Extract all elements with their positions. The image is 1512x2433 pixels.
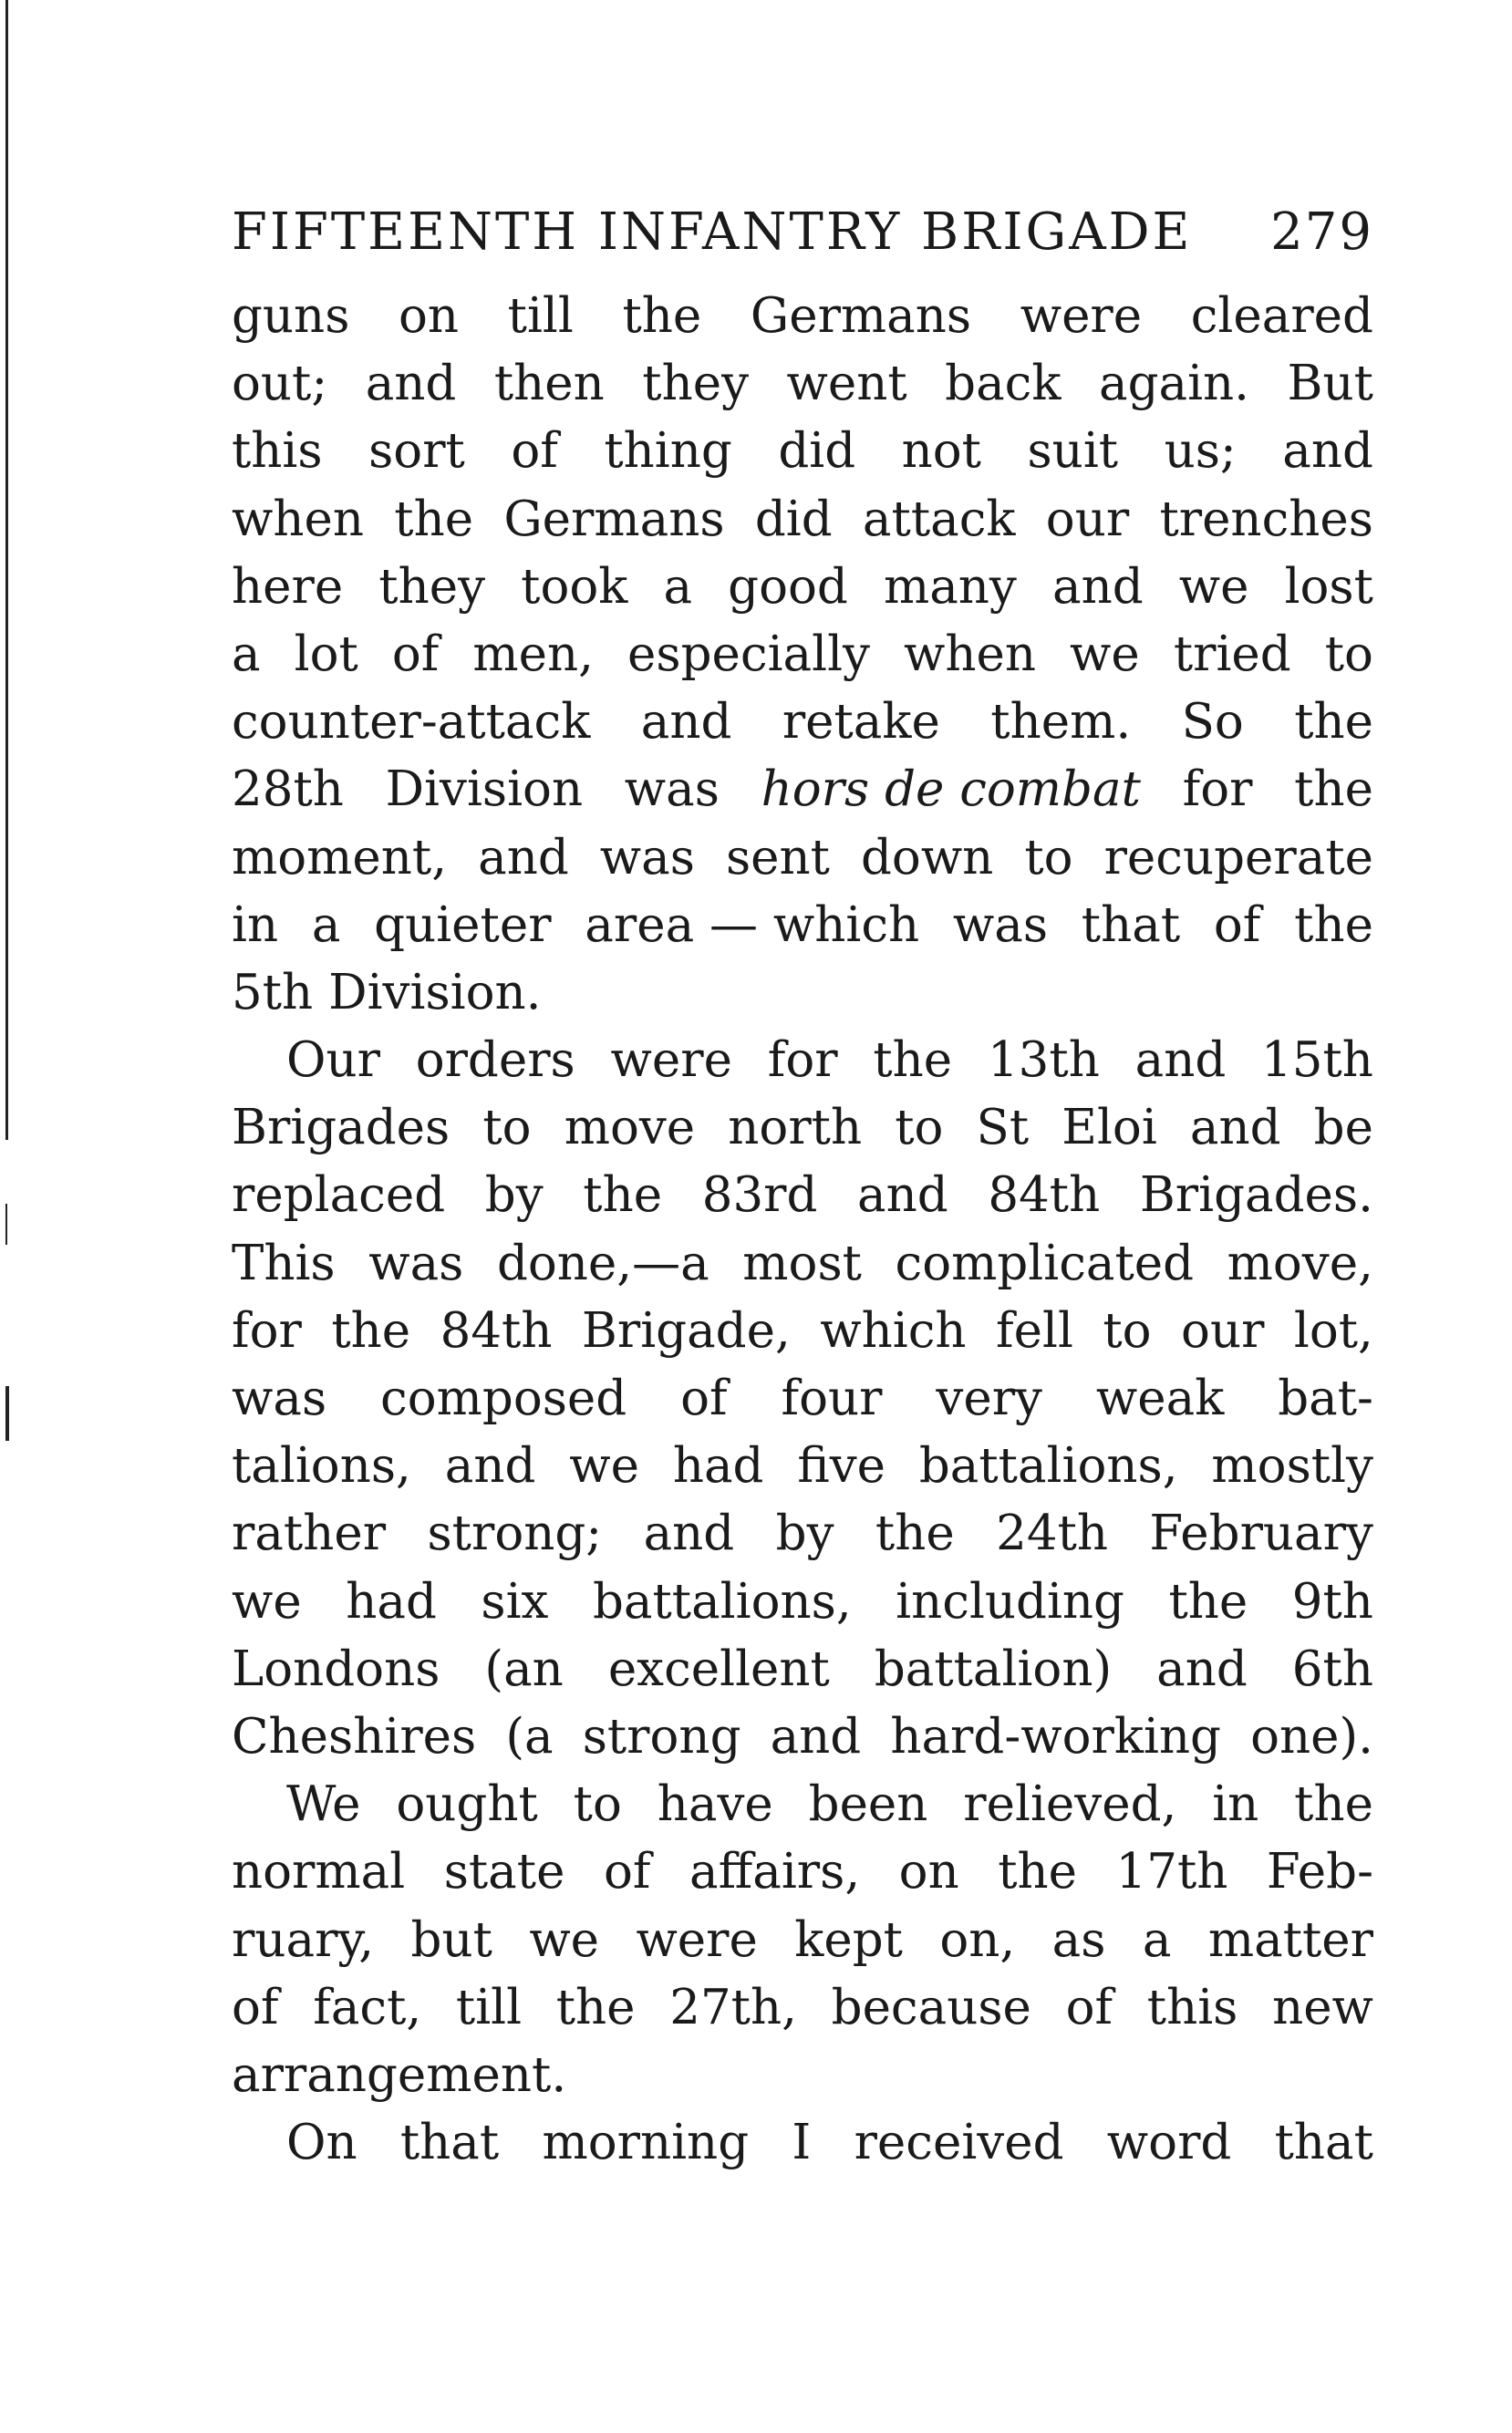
word: been <box>808 1776 928 1833</box>
word: us; <box>1164 423 1237 480</box>
word: tried <box>1173 626 1291 682</box>
word: a <box>1142 1911 1172 1968</box>
text-line <box>232 283 1373 350</box>
word: Brigades <box>232 1100 450 1156</box>
word: area — which <box>585 896 920 953</box>
word: in <box>232 896 279 953</box>
word: when <box>232 491 364 547</box>
word: not <box>901 423 981 480</box>
word: (a <box>505 1708 554 1765</box>
word: and <box>1156 1641 1248 1697</box>
text-line <box>232 1230 1373 1298</box>
word: to <box>573 1776 622 1833</box>
word: St <box>976 1100 1030 1156</box>
word: and <box>444 1438 536 1495</box>
word: Cheshires <box>232 1708 477 1765</box>
word: were <box>610 1032 732 1089</box>
word: Germans <box>750 288 972 344</box>
word: hard-working <box>890 1708 1221 1765</box>
word: the <box>555 1979 636 2035</box>
text-line <box>232 1907 1373 1974</box>
word: because <box>831 1979 1031 2035</box>
word: and <box>857 1167 948 1224</box>
word: we <box>232 1573 302 1630</box>
word: Germans <box>503 491 725 547</box>
word: we <box>529 1911 600 1968</box>
word: did <box>754 491 833 547</box>
body-text <box>232 283 1373 2177</box>
word: state <box>443 1844 565 1900</box>
word: the <box>331 1302 411 1359</box>
word: this <box>232 423 323 480</box>
word: and <box>365 356 457 412</box>
word: we <box>1178 558 1249 615</box>
word: the <box>1168 1573 1248 1630</box>
word: they <box>642 356 750 412</box>
word: quieter <box>374 896 552 953</box>
word: talions, <box>232 1438 411 1495</box>
word: a <box>663 558 693 615</box>
word: that <box>1274 2115 1373 2171</box>
text-line <box>232 1974 1373 2042</box>
word: 84th <box>988 1167 1101 1224</box>
word: battalions, <box>592 1573 852 1630</box>
word: affairs, <box>689 1844 861 1900</box>
word: did <box>778 423 856 480</box>
word: when <box>904 626 1037 682</box>
text-line <box>232 959 1373 1027</box>
word: and <box>1189 1100 1281 1156</box>
scan-edge-line <box>5 0 8 1140</box>
text-line <box>232 1298 1373 1365</box>
word: men, <box>472 626 595 682</box>
word: back <box>945 356 1062 412</box>
word: and <box>478 829 569 885</box>
word: that <box>399 2115 500 2171</box>
word: of <box>1065 1979 1113 2035</box>
scan-edge-mark <box>5 1386 9 1441</box>
word: morning <box>542 2115 750 2171</box>
word: one). <box>1250 1708 1373 1765</box>
word: had <box>346 1573 437 1630</box>
word: lost <box>1284 558 1373 615</box>
word: We <box>286 1776 361 1833</box>
word: were <box>636 1911 758 1968</box>
word: as <box>1051 1911 1106 1968</box>
word: including <box>896 1573 1124 1630</box>
word: sort <box>368 423 465 480</box>
word: rather <box>232 1506 387 1562</box>
word: kept <box>794 1911 903 1968</box>
text-line <box>232 1569 1373 1636</box>
word: 9th <box>1291 1573 1373 1630</box>
word: to <box>1103 1302 1152 1359</box>
word: of <box>603 1844 651 1900</box>
word: move, <box>1227 1235 1373 1291</box>
word: they <box>378 558 486 615</box>
word: especially <box>627 626 870 682</box>
word: them. <box>990 694 1132 751</box>
word: Brigade, <box>581 1302 791 1359</box>
text-line <box>232 2042 1373 2109</box>
word: normal <box>232 1844 406 1900</box>
text-line <box>232 688 1373 756</box>
word: was <box>232 1371 327 1426</box>
word: Division. <box>328 964 542 1020</box>
italic-phrase: hors de combat <box>761 761 1141 818</box>
word: 27th, <box>669 1979 797 2035</box>
word: strong; <box>427 1506 603 1562</box>
word: Division <box>385 761 584 818</box>
word: done,—a <box>496 1235 709 1291</box>
word: had <box>672 1438 764 1495</box>
word: strong <box>582 1708 741 1765</box>
word: be <box>1313 1100 1373 1156</box>
word: the <box>875 1506 955 1562</box>
word: weak <box>1095 1371 1225 1426</box>
word: of <box>391 626 440 682</box>
word: received <box>854 2115 1064 2171</box>
text-line <box>232 1838 1373 1906</box>
word: moment, <box>232 829 448 885</box>
running-head <box>232 182 1373 283</box>
word: and <box>643 1506 735 1562</box>
word: to <box>895 1100 944 1156</box>
word: (an <box>484 1641 564 1697</box>
text-line <box>232 824 1373 892</box>
text-line <box>232 1636 1373 1703</box>
word: which <box>820 1302 967 1359</box>
word: complicated <box>895 1235 1195 1291</box>
word: was <box>599 829 695 885</box>
text-line <box>232 1162 1373 1229</box>
word: guns <box>232 288 350 344</box>
word: but <box>410 1911 492 1968</box>
scan-edge-mark <box>5 1204 7 1245</box>
word: I <box>792 2115 812 2171</box>
word: move <box>564 1100 696 1156</box>
word: six <box>481 1573 549 1630</box>
word: Our <box>286 1032 380 1089</box>
word: most <box>742 1235 862 1291</box>
word: of <box>680 1371 728 1426</box>
word: were <box>1020 288 1143 344</box>
text-line <box>232 1703 1373 1771</box>
word: This <box>232 1235 336 1291</box>
word: for <box>767 1032 838 1089</box>
word: relieved, <box>963 1776 1177 1833</box>
word: on <box>898 1844 959 1900</box>
word: have <box>657 1776 773 1833</box>
word: and <box>1051 558 1144 615</box>
word: So <box>1181 694 1244 751</box>
word: attack <box>862 491 1016 547</box>
word: word <box>1106 2115 1232 2171</box>
text-line <box>232 892 1373 959</box>
word: 28th <box>232 761 344 818</box>
word: thing <box>604 423 732 480</box>
word: and <box>1134 1032 1227 1089</box>
word: Brigades. <box>1139 1167 1373 1224</box>
word: for <box>232 1302 302 1359</box>
word: went <box>786 356 907 412</box>
word: trenches <box>1159 491 1373 547</box>
word: was <box>624 761 720 818</box>
word: to <box>482 1100 532 1156</box>
page-number: 279 <box>1270 202 1373 262</box>
book-page <box>232 182 1373 2177</box>
word: matter <box>1207 1911 1373 1968</box>
word: five <box>797 1438 886 1495</box>
word: many <box>883 558 1017 615</box>
text-line <box>232 756 1373 823</box>
text-line <box>232 1433 1373 1500</box>
word: till <box>507 288 574 344</box>
word: On <box>286 2115 357 2171</box>
word: to <box>1324 626 1373 682</box>
word: recuperate <box>1103 829 1373 885</box>
text-line <box>232 1027 1373 1094</box>
word: took <box>521 558 628 615</box>
word: on <box>399 288 460 344</box>
text-line <box>232 621 1373 688</box>
word: here <box>232 558 344 615</box>
text-line <box>232 486 1373 554</box>
word: the <box>1294 1776 1373 1833</box>
word: in <box>1212 1776 1259 1833</box>
word: by <box>775 1506 834 1562</box>
word: battalions, <box>918 1438 1178 1495</box>
word: north <box>728 1100 863 1156</box>
word: 13th <box>987 1032 1100 1089</box>
word: Eloi <box>1062 1100 1157 1156</box>
text-line <box>232 554 1373 621</box>
word: and <box>1282 423 1373 480</box>
text-line <box>232 1500 1373 1568</box>
word: down <box>860 829 994 885</box>
word: ought <box>396 1776 538 1833</box>
word: ruary, <box>232 1911 375 1968</box>
word: 84th <box>440 1302 553 1359</box>
text-line <box>232 1771 1373 1838</box>
word: we <box>569 1438 639 1495</box>
word: the <box>873 1032 953 1089</box>
word: February <box>1149 1506 1373 1562</box>
word: suit <box>1027 423 1119 480</box>
text-line <box>232 1094 1373 1162</box>
word: till <box>455 1979 523 2035</box>
word: the <box>1294 896 1373 953</box>
word: of <box>232 1979 279 2035</box>
word: out; <box>232 356 328 412</box>
word: four <box>781 1371 883 1426</box>
word: this <box>1146 1979 1238 2035</box>
word: was <box>952 896 1049 953</box>
word: fact, <box>313 1979 422 2035</box>
word: the <box>1294 694 1373 751</box>
word: was <box>368 1235 464 1291</box>
word: replaced <box>232 1167 446 1224</box>
word: the <box>1294 761 1373 818</box>
word: of <box>1213 896 1261 953</box>
word: bat- <box>1278 1371 1373 1426</box>
word: then <box>493 356 605 412</box>
word: arrangement. <box>232 2046 567 2103</box>
word: by <box>484 1167 544 1224</box>
word: 15th <box>1261 1032 1373 1089</box>
word: 6th <box>1291 1641 1373 1697</box>
word: sent <box>725 829 830 885</box>
word: and <box>770 1708 862 1765</box>
word: our <box>1181 1302 1265 1359</box>
word: for <box>1182 761 1253 818</box>
text-line <box>232 2109 1373 2177</box>
word: fell <box>996 1302 1073 1359</box>
text-line <box>232 350 1373 418</box>
word: new <box>1272 1979 1373 2035</box>
word: 24th <box>996 1506 1109 1562</box>
word: composed <box>380 1371 627 1426</box>
word: on, <box>939 1911 1016 1968</box>
word: 83rd <box>701 1167 818 1224</box>
word: to <box>1024 829 1073 885</box>
word: we <box>1070 626 1140 682</box>
word: 5th <box>232 964 314 1020</box>
word: counter-attack <box>232 694 591 751</box>
word: our <box>1045 491 1130 547</box>
word: the <box>583 1167 663 1224</box>
word: lot <box>294 626 358 682</box>
word: 17th <box>1115 1844 1228 1900</box>
text-line <box>232 1365 1373 1433</box>
word: the <box>394 491 474 547</box>
word: But <box>1287 356 1373 412</box>
word: again. <box>1098 356 1250 412</box>
text-line <box>232 418 1373 485</box>
word: and <box>640 694 732 751</box>
word: lot, <box>1293 1302 1373 1359</box>
word: mostly <box>1211 1438 1373 1495</box>
word: Feb- <box>1266 1844 1373 1900</box>
word: a <box>311 896 341 953</box>
word: very <box>936 1371 1042 1426</box>
word: a <box>232 626 261 682</box>
word: orders <box>415 1032 575 1089</box>
word: retake <box>782 694 940 751</box>
word: Londons <box>232 1641 440 1697</box>
word: good <box>728 558 848 615</box>
word: cleared <box>1190 288 1373 344</box>
word: the <box>622 288 702 344</box>
word: that <box>1081 896 1181 953</box>
word: of <box>511 423 558 480</box>
word: the <box>998 1844 1078 1900</box>
running-head-title: FIFTEENTH INFANTRY BRIGADE <box>232 202 1193 262</box>
word: battalion) <box>874 1641 1113 1697</box>
word: excellent <box>607 1641 830 1697</box>
